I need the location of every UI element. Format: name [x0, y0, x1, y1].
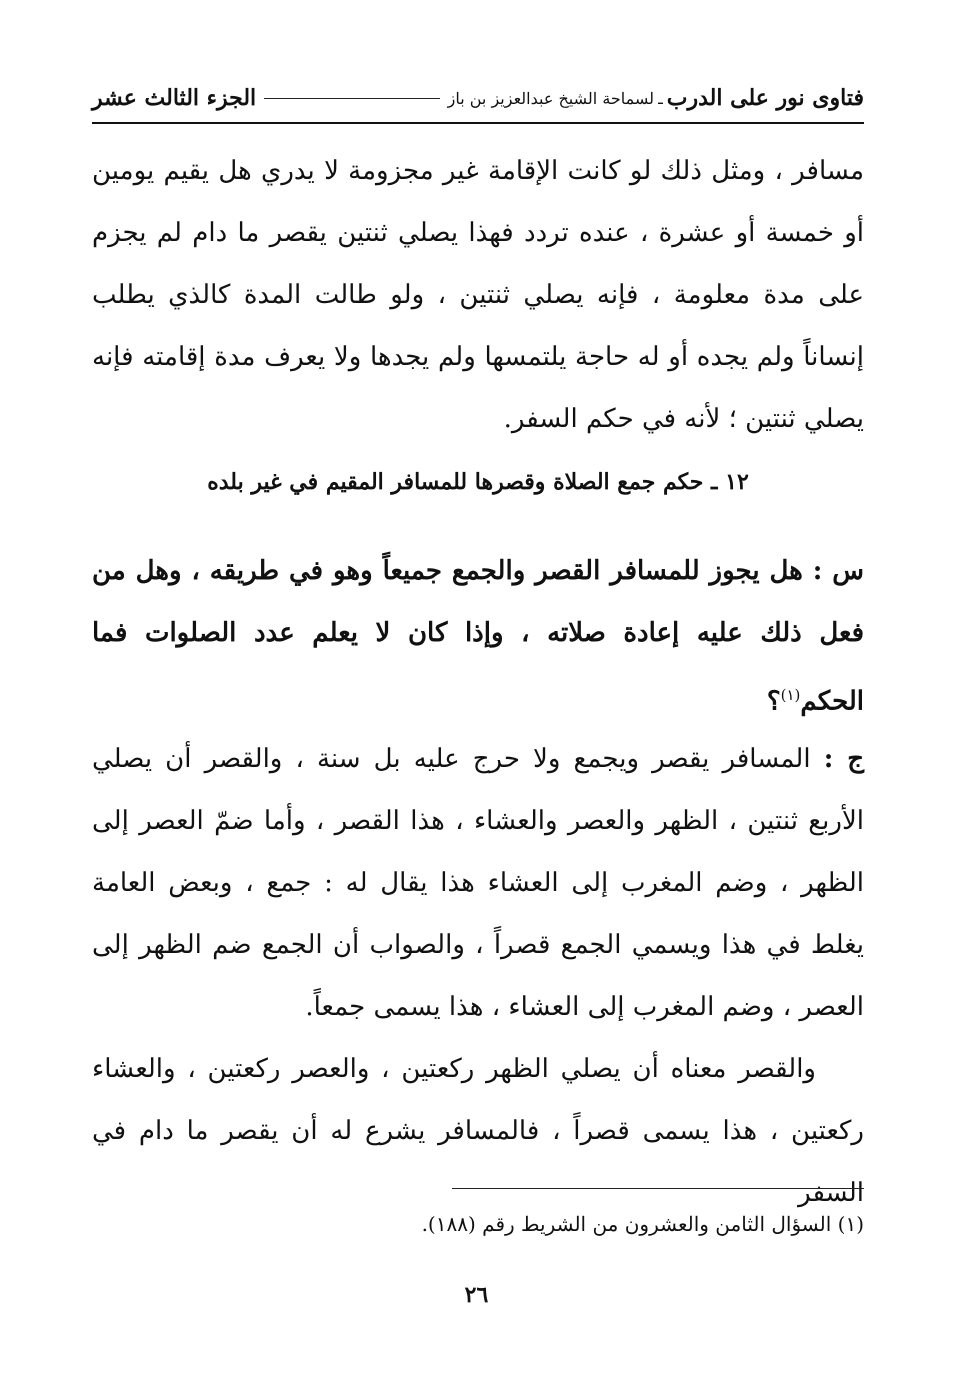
header-dash-rule: [264, 98, 439, 99]
continued-paragraph: مسافر ، ومثل ذلك لو كانت الإقامة غير مجزومة لا يدري هل يقيم يومين أو خمسة أو عشرة ، عنده تردد فهذا يصلي ثنتين يقصر ما دام لم يجزم على مدة معلومة ، فإنه يصلي ثنتين ، ولو طالت المدة كالذي يطلب إنساناً ولم يجده أو له حاجة يلتمسها ولم يجدها ولا يعرف مدة إقامته فإنه يصلي ثنتين ؛ لأنه في حكم السفر.: [92, 156, 864, 434]
question-mark: ؟: [766, 686, 781, 717]
section-heading: ١٢ ـ حكم جمع الصلاة وقصرها للمسافر المقيم في غير بلده: [207, 469, 749, 495]
question-text: هل يجوز للمسافر القصر والجمع جميعاً وهو في طريقه ، وهل من فعل ذلك عليه إعادة صلاته ، وإذا كان لا يعلم عدد الصلوات فما الحكم: [92, 556, 864, 717]
author-credit: لسماحة الشيخ عبدالعزيز بن باز: [447, 88, 655, 108]
question-label: س :: [812, 556, 865, 586]
series-title: فتاوى نور على الدرب: [666, 85, 864, 111]
volume-label: الجزء الثالث عشر: [92, 85, 257, 111]
answer-label: ج :: [823, 744, 865, 774]
page-number: ٢٦: [464, 1282, 489, 1308]
header-underline: [92, 122, 864, 124]
explanation-paragraph: والقصر معناه أن يصلي الظهر ركعتين ، والعصر ركعتين ، والعشاء ركعتين ، هذا يسمى قصراً ، فالمسافر يشرع له أن يقصر ما دام في السفر: [92, 1054, 864, 1208]
footnote-text: (١) السؤال الثامن والعشرون من الشريط رقم (١٨٨).: [421, 1212, 864, 1236]
question-paragraph: [92, 540, 864, 733]
answer-text: المسافر يقصر ويجمع ولا حرج عليه بل سنة ، والقصر أن يصلي الأربع ثنتين ، الظهر والعصر والعشاء ، هذا القصر ، وأما ضمّ العصر إلى الظهر ، وضم المغرب إلى العشاء هذا يقال له : جمع ، وبعض العامة يغلط في هذا ويسمي الجمع قصراً ، والصواب أن الجمع ضم الظهر إلى العصر ، وضم المغرب إلى العشاء ، هذا يسمى جمعاً.: [92, 744, 864, 1022]
running-header: [92, 78, 864, 118]
header-separator: ـ: [658, 88, 663, 108]
answer-paragraph: [92, 728, 864, 1038]
footnote-reference: (١): [780, 686, 801, 704]
footnote-divider: [452, 1188, 864, 1189]
